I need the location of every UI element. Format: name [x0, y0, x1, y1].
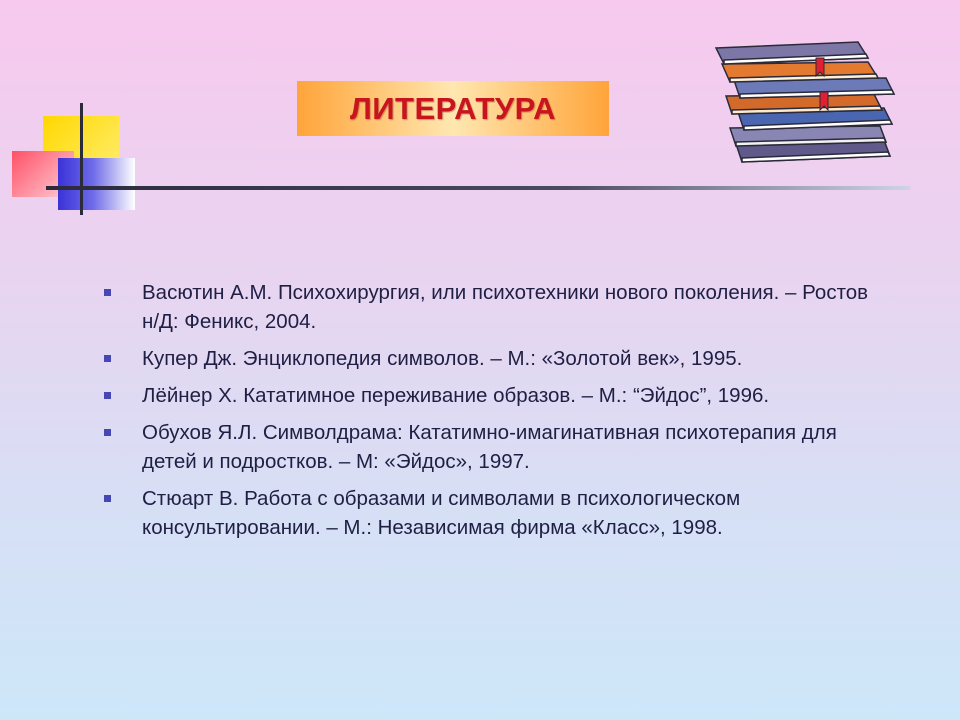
bullet-square-icon: [104, 392, 111, 399]
stack-of-books-icon: [708, 32, 904, 172]
decor-vertical-line: [80, 103, 83, 215]
list-item: Лёйнер Х. Кататимное переживание образов. – М.: “Эйдос”, 1996.: [100, 381, 870, 410]
list-item: Обухов Я.Л. Символдрама: Кататимно-имагинативная психотерапия для детей и подростков. – М: «Эйдос», 1997.: [100, 418, 870, 476]
page-title: ЛИТЕРАТУРА: [349, 90, 556, 126]
list-item: Купер Дж. Энциклопедия символов. – М.: «Золотой век», 1995.: [100, 344, 870, 373]
bullet-square-icon: [104, 289, 111, 296]
list-item: Стюарт В. Работа с образами и символами в психологическом консультировании. – М.: Независимая фирма «Класс», 1998.: [100, 484, 870, 542]
list-item: Васютин А.М. Психохирургия, или психотехники нового поколения. – Ростов н/Д: Феникс, 2004.: [100, 278, 870, 336]
decor-blue-square: [58, 158, 135, 210]
decor-horizontal-line: [46, 186, 910, 190]
bullet-square-icon: [104, 495, 111, 502]
reference-list: [100, 278, 870, 550]
title-banner: [297, 81, 609, 136]
bullet-square-icon: [104, 355, 111, 362]
bullet-square-icon: [104, 429, 111, 436]
